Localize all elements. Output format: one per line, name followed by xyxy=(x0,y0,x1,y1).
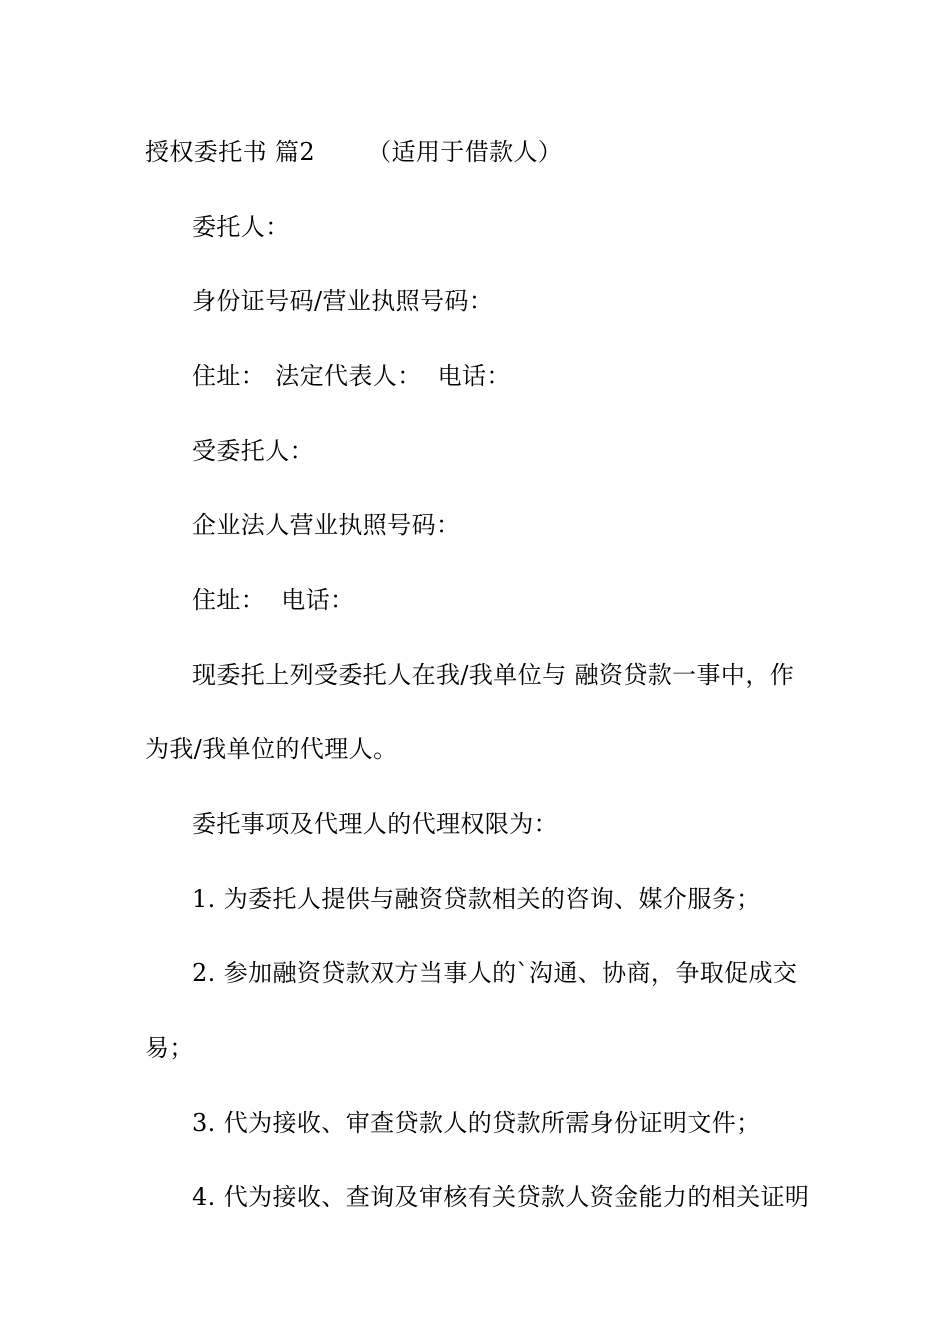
scope-item-4-line-1: 4. 代为接收、查询及审核有关贷款人资金能力的相关证明 xyxy=(192,1183,810,1211)
principal-address-label: 住址： xyxy=(192,362,266,390)
principal-contact-line xyxy=(192,361,810,391)
principal-label: 委托人： xyxy=(192,213,290,241)
scope-item-2-line-1: 2. 参加融资贷款双方当事人的`沟通、协商，争取促成交 xyxy=(192,959,798,987)
agent-label: 受委托人： xyxy=(192,437,314,465)
entrust-paragraph-line-2: 为我/我单位的代理人。 xyxy=(145,735,398,763)
agent-phone-label: 电话： xyxy=(281,586,355,614)
scope-item-2-line-2: 易； xyxy=(145,1034,194,1062)
scope-item-1: 1. 为委托人提供与融资贷款相关的咨询、媒介服务； xyxy=(192,885,761,913)
agent-contact-line xyxy=(192,585,810,615)
scope-item-3: 3. 代为接收、审查贷款人的贷款所需身份证明文件； xyxy=(192,1109,761,1137)
principal-id-label: 身份证号码/营业执照号码： xyxy=(192,287,494,315)
document-title: 授权委托书 篇2 xyxy=(145,138,316,166)
scope-heading: 委托事项及代理人的代理权限为： xyxy=(192,810,558,838)
document-title-note: （适用于借款人） xyxy=(367,138,563,166)
document-title-line xyxy=(145,137,810,167)
agent-license-label: 企业法人营业执照号码： xyxy=(192,511,461,539)
principal-phone-label: 电话： xyxy=(437,362,511,390)
agent-address-label: 住址： xyxy=(192,586,266,614)
entrust-paragraph-line-1: 现委托上列受委托人在我/我单位与 融资贷款一事中，作 xyxy=(192,661,795,689)
principal-legal-rep-label: 法定代表人： xyxy=(275,362,422,390)
